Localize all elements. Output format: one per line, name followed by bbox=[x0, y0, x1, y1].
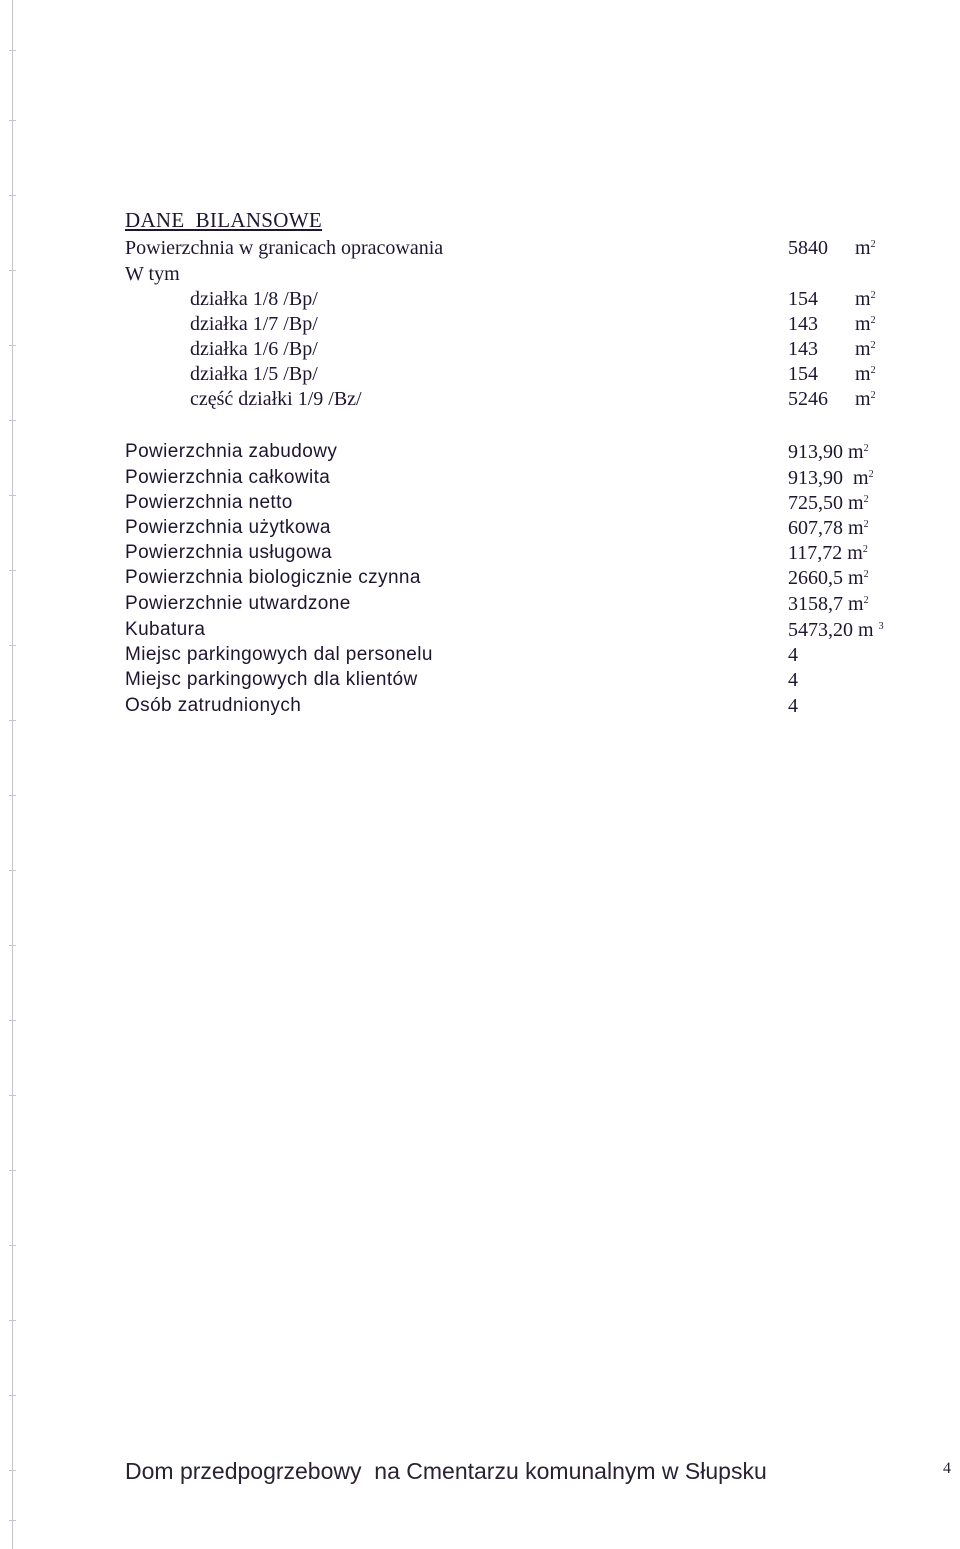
plot-unit: $m^2$ bbox=[855, 338, 876, 360]
total-area-row bbox=[125, 235, 925, 261]
metric-value: 3158,7 $m^2$ bbox=[788, 593, 869, 615]
margin-tick bbox=[9, 1520, 16, 1521]
metric-label: Powierzchnie utwardzone bbox=[125, 593, 351, 614]
margin-tick bbox=[9, 645, 16, 646]
plot-unit: $m^2$ bbox=[855, 313, 876, 335]
plot-label: działka 1/6 /Bp/ bbox=[190, 338, 318, 360]
plot-row bbox=[125, 386, 925, 412]
metric-label: Powierzchnia netto bbox=[125, 492, 293, 513]
metric-value: 4 bbox=[788, 695, 798, 717]
margin-tick bbox=[9, 120, 16, 121]
margin-tick bbox=[9, 345, 16, 346]
metric-value: 4 bbox=[788, 669, 798, 691]
plot-value: 143 bbox=[788, 313, 818, 335]
plot-unit: $m^2$ bbox=[855, 388, 876, 410]
plot-value: 143 bbox=[788, 338, 818, 360]
plot-value: 154 bbox=[788, 288, 818, 310]
plot-unit: $m^2$ bbox=[855, 363, 876, 385]
metric-row bbox=[125, 465, 925, 491]
margin-tick bbox=[9, 1020, 16, 1021]
margin-tick bbox=[9, 1170, 16, 1171]
margin-tick bbox=[9, 270, 16, 271]
margin-line bbox=[12, 0, 13, 1549]
margin-tick bbox=[9, 1395, 16, 1396]
metric-row bbox=[125, 693, 925, 719]
metric-label: Powierzchnia zabudowy bbox=[125, 441, 338, 462]
metric-value: 913,90 $m^2$ bbox=[788, 441, 869, 463]
margin-tick bbox=[9, 795, 16, 796]
footer-title: Dom przedpogrzebowy na Cmentarzu komunalnym w Słupsku bbox=[125, 1458, 767, 1484]
margin-tick bbox=[9, 870, 16, 871]
metric-row bbox=[125, 540, 925, 566]
plot-label: działka 1/8 /Bp/ bbox=[190, 288, 318, 310]
metric-row bbox=[125, 642, 925, 668]
margin-tick bbox=[9, 1095, 16, 1096]
w-tym-label: W tym bbox=[125, 263, 180, 285]
metric-label: Powierzchnia całkowita bbox=[125, 467, 331, 488]
metric-value: 607,78 $m^2$ bbox=[788, 517, 869, 539]
page-number: 4 bbox=[943, 1460, 951, 1477]
metric-value: 5473,20 m $^3$ bbox=[788, 619, 884, 641]
metric-label: Miejsc parkingowych dal personelu bbox=[125, 644, 433, 665]
metric-value: 2660,5 $m^2$ bbox=[788, 567, 869, 589]
plot-label: działka 1/5 /Bp/ bbox=[190, 363, 318, 385]
left-margin-marks bbox=[0, 0, 30, 1549]
w-tym-row bbox=[125, 261, 925, 287]
margin-tick bbox=[9, 720, 16, 721]
metric-row bbox=[125, 515, 925, 541]
plot-label: działka 1/7 /Bp/ bbox=[190, 313, 318, 335]
margin-tick bbox=[9, 1470, 16, 1471]
plot-row bbox=[125, 336, 925, 362]
plot-row bbox=[125, 361, 925, 387]
metric-label: Powierzchnia biologicznie czynna bbox=[125, 567, 421, 588]
metric-row bbox=[125, 591, 925, 617]
metric-label: Miejsc parkingowych dla klientów bbox=[125, 669, 418, 690]
margin-tick bbox=[9, 195, 16, 196]
margin-tick bbox=[9, 50, 16, 51]
total-area-unit: $m^2$ bbox=[855, 237, 876, 259]
plot-label: część działki 1/9 /Bz/ bbox=[190, 388, 362, 410]
metric-value: 913,90 $m^2$ bbox=[788, 467, 874, 489]
metric-value: 117,72 $m^2$ bbox=[788, 542, 868, 564]
metric-row bbox=[125, 490, 925, 516]
total-area-label: Powierzchnia w granicach opracowania bbox=[125, 237, 444, 259]
metric-row bbox=[125, 565, 925, 591]
plot-row bbox=[125, 311, 925, 337]
total-area-value: 5840 bbox=[788, 237, 828, 259]
plot-row bbox=[125, 286, 925, 312]
metric-row bbox=[125, 617, 925, 643]
metric-value: 725,50 $m^2$ bbox=[788, 492, 869, 514]
section-title: DANE BILANSOWE bbox=[125, 208, 322, 232]
metric-value: 4 bbox=[788, 644, 798, 666]
margin-tick bbox=[9, 1245, 16, 1246]
metric-row bbox=[125, 667, 925, 693]
margin-tick bbox=[9, 495, 16, 496]
plot-value: 154 bbox=[788, 363, 818, 385]
metric-label: Powierzchnia usługowa bbox=[125, 542, 332, 563]
margin-tick bbox=[9, 945, 16, 946]
metric-label: Kubatura bbox=[125, 619, 206, 640]
metric-label: Powierzchnia użytkowa bbox=[125, 517, 331, 538]
metric-row bbox=[125, 439, 925, 465]
margin-tick bbox=[9, 420, 16, 421]
margin-tick bbox=[9, 570, 16, 571]
margin-tick bbox=[9, 1320, 16, 1321]
metric-label: Osób zatrudnionych bbox=[125, 695, 302, 716]
plot-value: 5246 bbox=[788, 388, 828, 410]
plot-unit: $m^2$ bbox=[855, 288, 876, 310]
